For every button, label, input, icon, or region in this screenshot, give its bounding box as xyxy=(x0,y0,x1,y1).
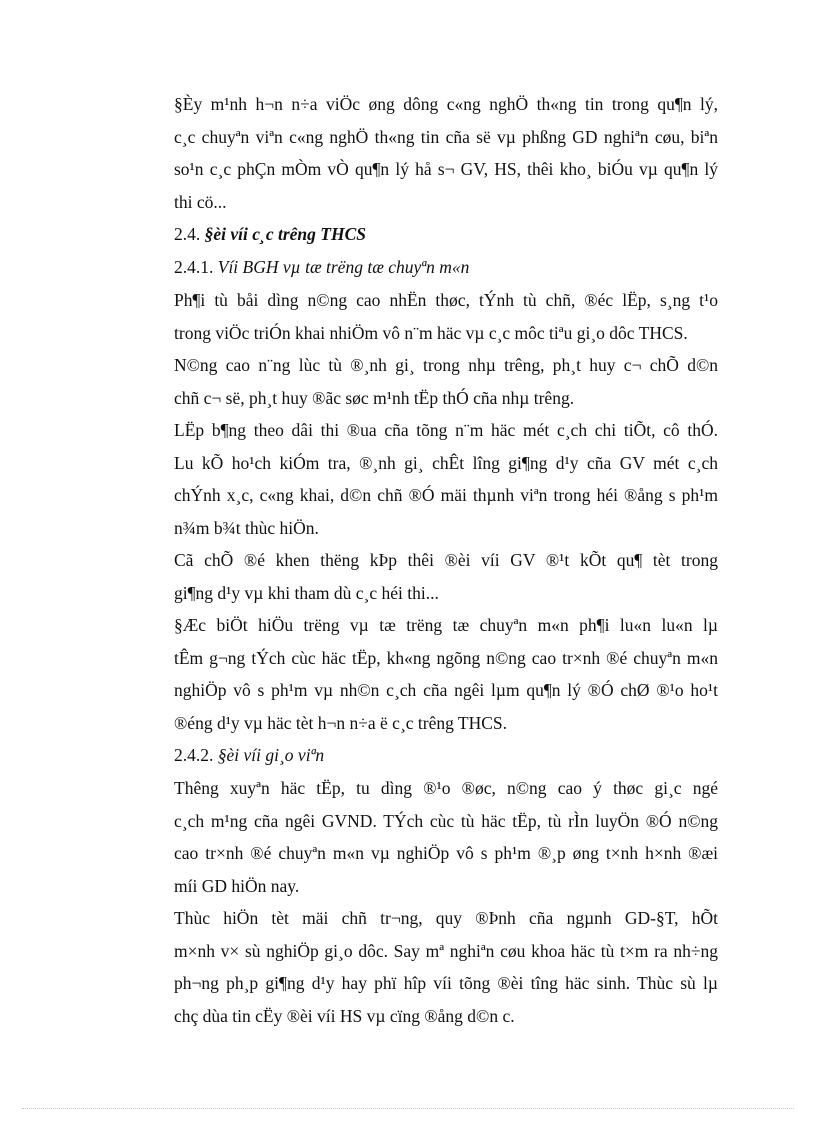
section-title: §èi víi c¸c trêng THCS xyxy=(204,224,366,244)
text-line: Thùc hiÖn tèt mäi chñ tr¬ng, quy ®Þnh cña ngµnh GD-§T, hÕt xyxy=(174,908,718,928)
text-line: gi¶ng d¹y vµ khi tham dù c¸c héi thi... xyxy=(174,582,439,603)
text-line: c¸c chuyªn viªn c«ng nghÖ th«ng tin cña së vµ phßng GD nghiªn cøu, biªn xyxy=(174,126,718,147)
page-bottom-divider xyxy=(22,1108,794,1109)
paragraph-teacher-study xyxy=(136,772,718,902)
text-line: chñ c¬ së, ph¸t huy ®ãc søc m¹nh tËp thÓ cña nhµ trêng. xyxy=(174,387,575,408)
text-line: Ph¶i tù båi dìng n©ng cao nhËn thøc, tÝnh tù chñ, ®éc lËp, s¸ng t¹o xyxy=(174,290,718,310)
subsection-heading-2-4-1 xyxy=(174,251,469,284)
section-number: 2.4.2. xyxy=(174,745,214,765)
text-line: Lu kÕ ho¹ch kiÓm tra, ®¸nh gi¸ chÊt lîng gi¶ng d¹y cña GV mét c¸ch xyxy=(174,452,718,473)
text-line: míi GD hiÖn nay. xyxy=(174,875,300,896)
text-line: thi cö... xyxy=(174,191,227,212)
paragraph-principal-example xyxy=(136,609,718,739)
paragraph-teacher-policy xyxy=(136,902,718,1032)
paragraph-self-assessment xyxy=(136,349,718,414)
text-line: n¾m b¾t thùc hiÖn. xyxy=(174,517,319,538)
text-line: tÊm g¬ng tÝch cùc häc tËp, kh«ng ngõng n©ng cao tr×nh ®é chuyªn m«n xyxy=(174,647,718,668)
text-line: §Æc biÖt hiÖu trëng vµ tæ trëng tæ chuyªn m«n ph¶i lu«n lu«n lµ xyxy=(174,615,718,635)
text-line: §Èy m¹nh h¬n n÷a viÖc øng dông c«ng nghÖ th«ng tin trong qu¶n lý, xyxy=(174,94,718,114)
text-line: c¸ch m¹ng cña ngêi GVND. TÝch cùc tù häc tËp, tù rÌn luyÖn ®Ó n©ng xyxy=(174,810,718,831)
text-line: m×nh v× sù nghiÖp gi¸o dôc. Say mª nghiªn cøu khoa häc tù t×m ra nh÷ng xyxy=(174,940,718,961)
section-title: Víi BGH vµ tæ trëng tæ chuyªn m«n xyxy=(217,257,470,277)
text-line: N©ng cao n¨ng lùc tù ®¸nh gi¸ trong nhµ trêng, ph¸t huy c¬ chÕ d©n xyxy=(174,355,718,375)
text-line: LËp b¶ng theo dâi thi ®ua cña tõng n¨m häc mét c¸ch chi tiÕt, cô thÓ. xyxy=(174,420,718,440)
paragraph-rewards xyxy=(136,544,718,609)
text-line: nghiÖp vô s ph¹m vµ nh©n c¸ch cña ngêi lµm qu¶n lý ®Ó chØ ®¹o ho¹t xyxy=(174,680,718,700)
text-line: so¹n c¸c phÇn mÒm vÒ qu¶n lý hå s¬ GV, HS, thêi kho¸ biÓu vµ qu¶n lý xyxy=(174,159,718,179)
text-line: ®éng d¹y vµ häc tèt h¬n n÷a ë c¸c trêng THCS. xyxy=(174,712,508,733)
section-heading-2-4 xyxy=(174,218,366,251)
text-line: trong viÖc triÓn khai nhiÖm vô n¨m häc vµ c¸c môc tiªu gi¸o dôc THCS. xyxy=(174,322,688,343)
paragraph-emulation-tracking xyxy=(136,414,718,544)
text-line: cao tr×nh ®é chuyªn m«n vµ nghiÖp vô s ph¹m ®¸p øng t×nh h×nh ®æi xyxy=(174,843,718,863)
text-line: chç dùa tin cËy ®èi víi HS vµ cïng ®ång d©n c. xyxy=(174,1005,515,1026)
text-line: ph¬ng ph¸p gi¶ng d¹y hay phï hîp víi tõng ®èi tîng häc sinh. Thùc sù lµ xyxy=(174,973,718,993)
paragraph-self-training xyxy=(136,284,718,349)
section-number: 2.4.1. xyxy=(174,257,214,277)
paragraph-it-management xyxy=(136,88,718,218)
subsection-heading-2-4-2 xyxy=(174,739,324,772)
text-line: chÝnh x¸c, c«ng khai, d©n chñ ®Ó mäi thµnh viªn trong héi ®ång s ph¹m xyxy=(174,485,718,505)
section-number: 2.4. xyxy=(174,224,201,244)
text-line: Cã chÕ ®é khen thëng kÞp thêi ®èi víi GV ®¹t kÕt qu¶ tèt trong xyxy=(174,550,718,570)
section-title: §èi víi gi¸o viªn xyxy=(217,745,325,765)
text-line: Thêng xuyªn häc tËp, tu dìng ®¹o ®øc, n©ng cao ý thøc gi¸c ngé xyxy=(174,778,718,798)
